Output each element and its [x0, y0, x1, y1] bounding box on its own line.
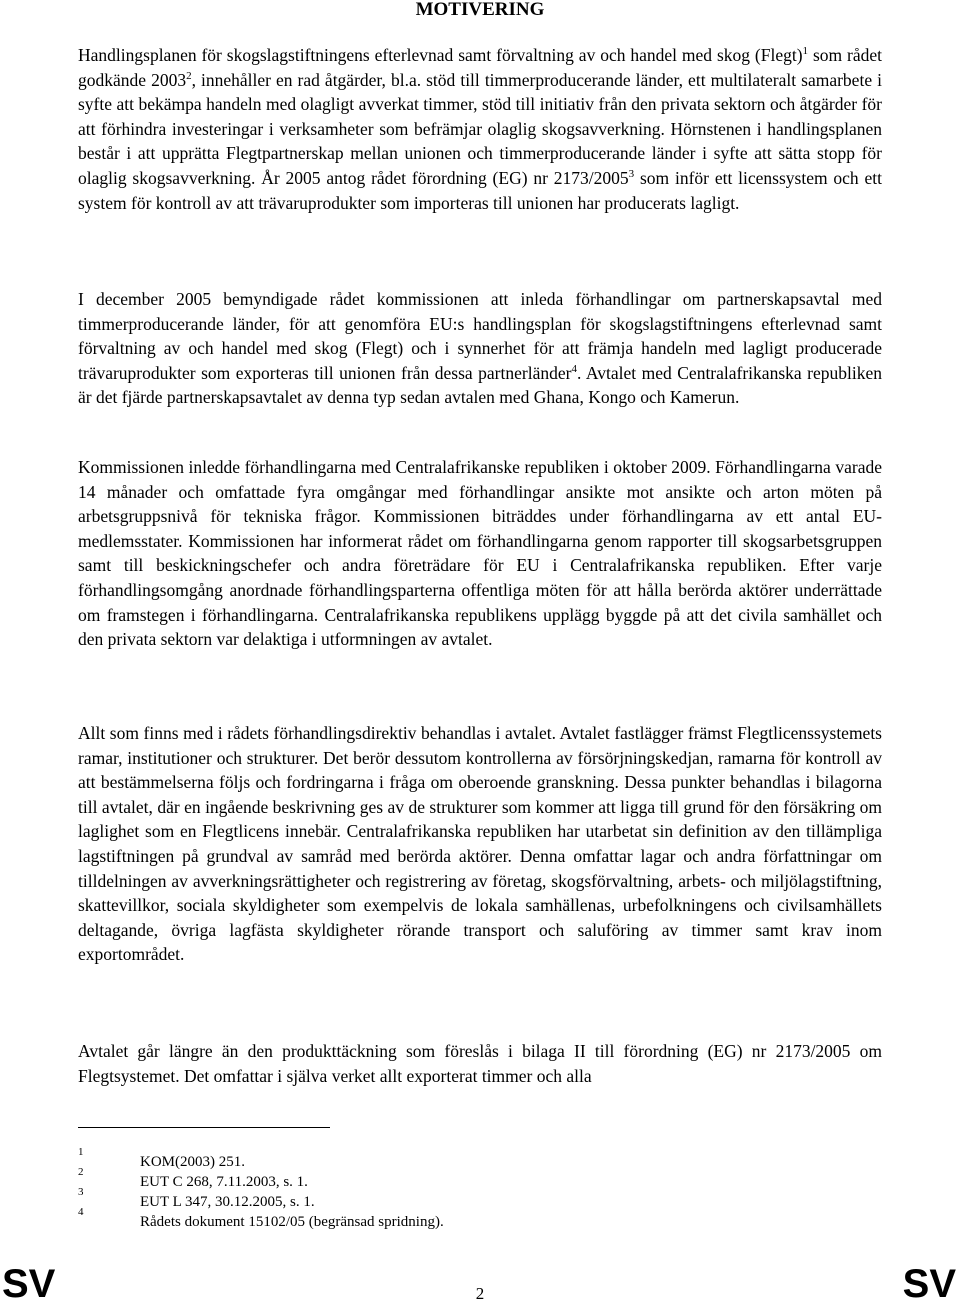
paragraph-1: Handlingsplanen för skogslagstiftningens efterlevnad samt förvaltning av och handel med skog (Flegt)$^1$ som rådet godkände 2003$^2$, innehåller en rad åtgärder, bl.a. stöd till timmerproducerande länder, ett multilateralt samarbete i syfte att bekämpa handeln med olagligt avverkat timmer, stöd till initiativ från den privata sektorn och åtgärder för att förhindra investeringar i verksamheter som befrämjar olaglig skogsavverkning. Hörnstenen i handlingsplanen består i att upprätta Flegtpartnerskap mellan unionen och timmerproducerande länder i syfte att sätta stopp för olaglig skogsavverkning. År 2005 antog rådet förordning (EG) nr 2173/2005$^3$ som inför ett licenssystem och ett system för kontroll av att trävaruprodukter som importeras till unionen har producerats lagligt.: [78, 45, 882, 213]
footnote-ref-1: 1: [802, 45, 809, 58]
footnote: [78, 1166, 778, 1190]
footnote: [78, 1146, 778, 1170]
footnote-ref-2: 2: [186, 69, 192, 82]
footnote-number: 3: [78, 1186, 84, 1198]
footnote-number: 4: [78, 1206, 84, 1218]
footnote-number: 1: [78, 1146, 84, 1158]
paragraph-2: I december 2005 bemyndigade rådet kommissionen att inleda förhandlingar om partnerskapsavtal med timmerproducerande länder, för att genomföra EU:s handlingsplan för skogslagstiftningens efterlevnad samt förvaltning av och handel med skog (Flegt) och i synnerhet för att främja handeln med lagligt producerade trävaruprodukter som exporteras till unionen från dessa partnerländer$^4$. Avtalet med Centralafrikanska republiken är det fjärde partnerskapsavtalet av denna typ sedan avtalen med Ghana, Kongo och Kamerun.: [78, 289, 882, 408]
footnotes: [78, 1146, 778, 1230]
section-heading: MOTIVERING: [415, 0, 545, 20]
footer-language-left: SV: [2, 1262, 56, 1306]
footnote-text: EUT L 347, 30.12.2005, s. 1.: [140, 1194, 315, 1210]
footnote-ref-4: 4: [571, 362, 577, 375]
footnote: [78, 1186, 778, 1210]
footnote-divider: [78, 1127, 330, 1128]
footnote-ref-3: 3: [628, 168, 635, 181]
paragraph-4: Allt som finns med i rådets förhandlingsdirektiv behandlas i avtalet. Avtalet fastlägger främst Flegtlicenssystemets ramar, institutioner och strukturer. Det berör dessutom kontrollerna av försörjningskedjan, ramarna för kontroll av att bestämmelserna följs och fordringarna i fråga om oberoende granskning. Dessa punkter behandlas i bilagorna till avtalet, där en ingående beskrivning ges av de strukturer som kommer att ligga till grund för den försäkring om laglighet som en Flegtlicens innebär. Centralafrikanska republiken har utarbetat sin definition av den tillämpliga lagstiftningen på grundval av samråd med berörda aktörer. Denna omfattar lagar och andra författningar om tilldelningen av avverkningsrättigheter och registrering av företag, skogsförvaltning, arbets- och miljölagstiftning, skattevillkor, sociala skyldigheter som exempelvis de lokala samhällenas, urbefolkningens och civilsamhällets deltagande, övriga lagfästa skyldigheter rörande transport och saluföring av timmer samt krav inom exportområdet.: [78, 723, 882, 965]
page-number: 2: [475, 1284, 485, 1303]
paragraph-5: Avtalet går längre än den produkttäckning som föreslås i bilaga II till förordning (EG) nr 2173/2005 om Flegtsystemet. Det omfattar i själva verket allt exporterat timmer och alla: [78, 1041, 882, 1086]
footnote-text: Rådets dokument 15102/05 (begränsad spridning).: [140, 1214, 444, 1230]
footnote: [78, 1206, 778, 1230]
footnote-number: 2: [78, 1166, 84, 1178]
footnote-text: EUT C 268, 7.11.2003, s. 1.: [140, 1174, 308, 1190]
footnote-text: KOM(2003) 251.: [140, 1154, 245, 1170]
footer-language-right: SV: [902, 1262, 956, 1306]
paragraph-3: Kommissionen inledde förhandlingarna med Centralafrikanske republiken i oktober 2009. Förhandlingarna varade 14 månader och omfattade fyra omgångar med förhandlingar ansikte mot ansikte och arton möten på arbetsgruppsnivå för tekniska frågor. Kommissionen biträddes under förhandlingarna av ett antal EU-medlemsstater. Kommissionen har informerat rådet om förhandlingarna genom rapporter till skogsarbetsgruppen samt till beskickningschefer och andra företrädare för EU i Centralafrikanska republiken. Efter varje förhandlingsomgång anordnade förhandlingsparterna offentliga möten för att hålla berörda aktörer underrättade om framstegen i förhandlingarna. Centralafrikanska republikens upplägg byggde på att det civila samhället och den privata sektorn var delaktiga i utformningen av avtalet.: [78, 457, 882, 650]
